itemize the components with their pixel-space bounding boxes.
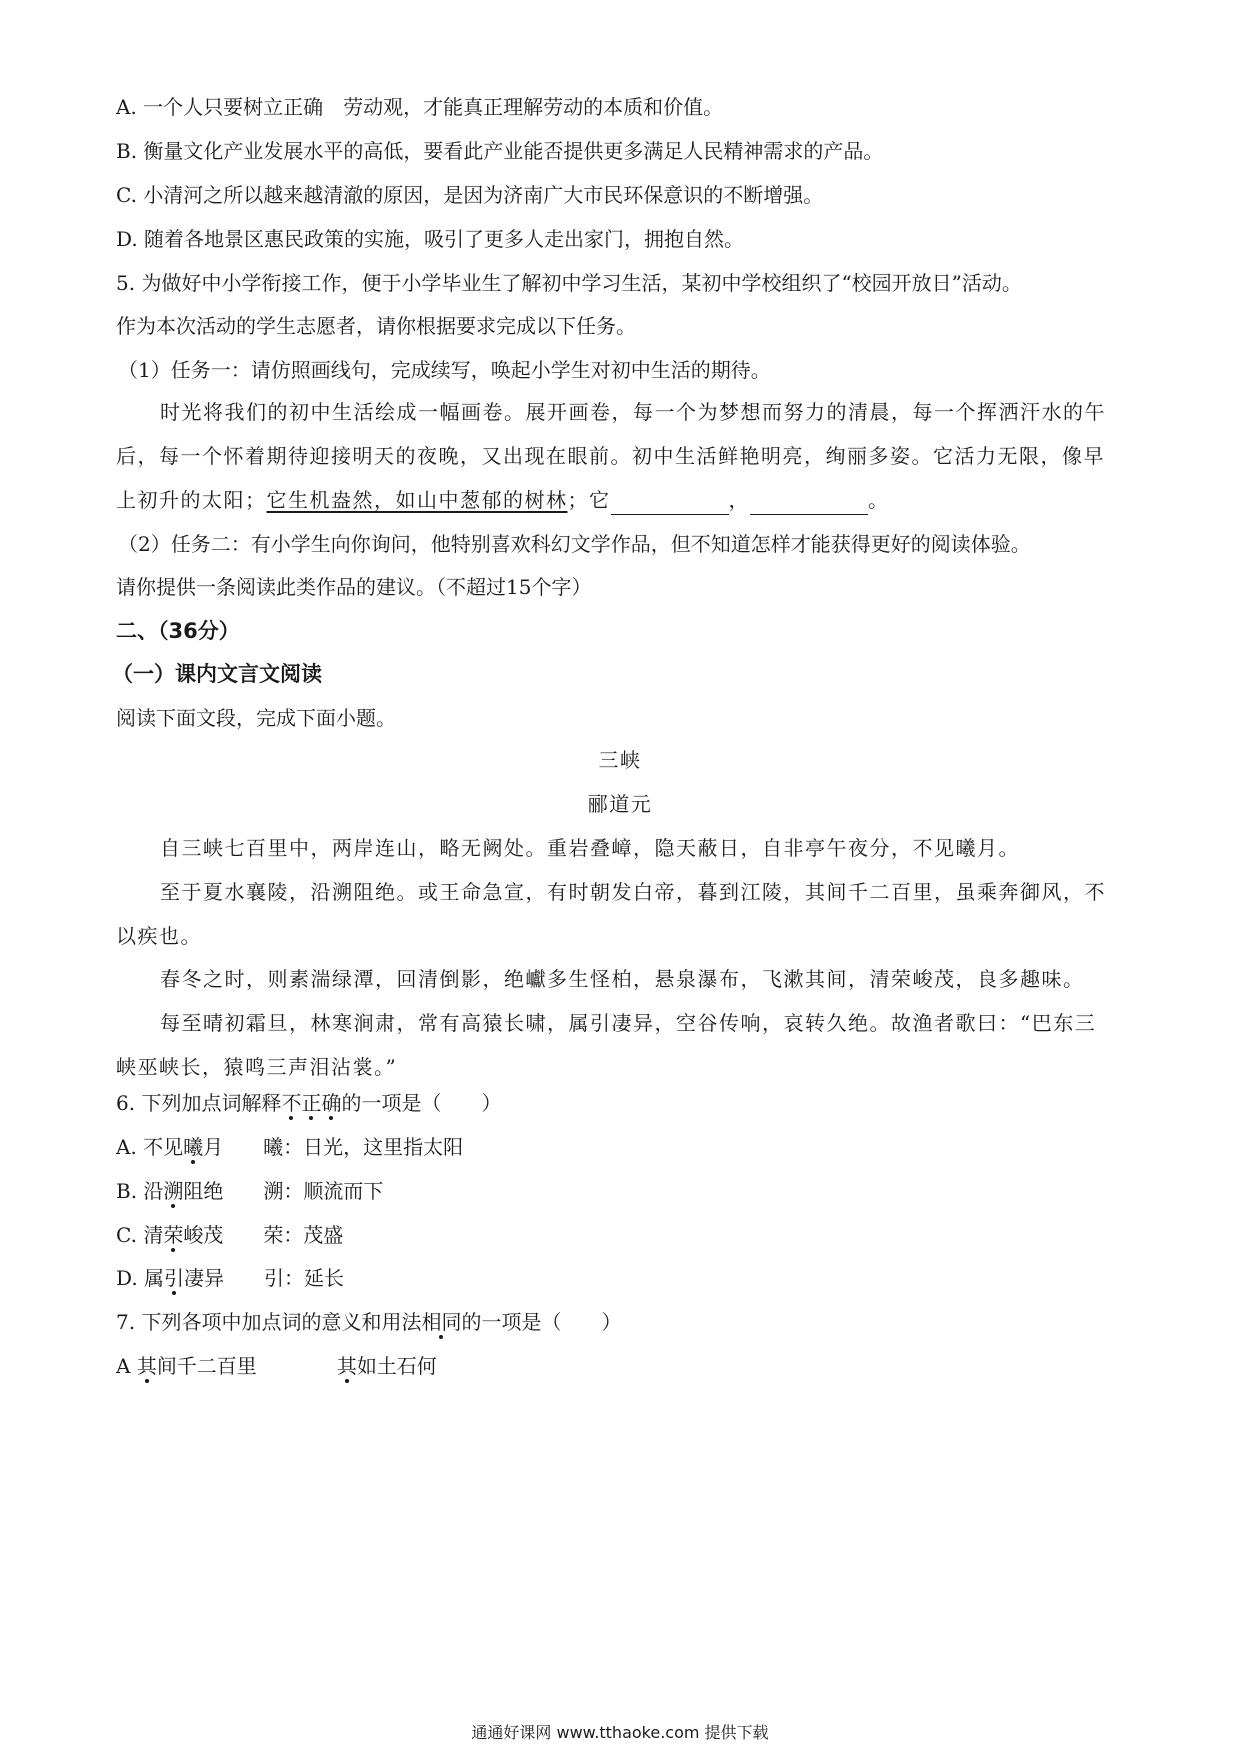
option-phrase: 沿	[143, 1179, 164, 1203]
option-phrase: 清	[143, 1223, 164, 1247]
q5-passage-line1: 时光将我们的初中生活绘成一幅画卷。展开画卷，每一个为梦想而努力的清晨，每一个挥洒汗水的午	[160, 400, 1106, 424]
dotted-text	[281, 1091, 341, 1115]
option-gloss: 溯：顺流而下	[263, 1179, 384, 1203]
option-gloss: 曦：日光，这里指太阳	[263, 1135, 464, 1159]
dotted-emphasis	[281, 1091, 341, 1115]
q6-option-c	[116, 1220, 1136, 1250]
q5-stem-line1: 5. 为做好中小学衔接工作，便于小学毕业生了解初中学习生活，某初中学校组织了“校园开放日”活动。	[116, 271, 1022, 295]
dotted-char: 曦	[183, 1135, 204, 1159]
option-phrase: 不见	[143, 1135, 184, 1159]
dotted-char: 其	[136, 1354, 157, 1378]
option-phrase: 间千二百里	[156, 1354, 257, 1378]
passage-paragraph: 至于夏水襄陵，沿溯阻绝。或王命急宣，有时朝发白帝，暮到江陵，其间千二百里，虽乘奔御风，不	[160, 880, 1106, 904]
passage-paragraph: 以疾也。	[116, 924, 202, 948]
passage-text: 上初升的太阳；	[116, 488, 267, 512]
section-subheading: （一）课内文言文阅读	[112, 662, 322, 686]
stem-text: 6. 下列加点词解释	[116, 1091, 282, 1115]
q6-option-d	[116, 1263, 1136, 1293]
q7-stem	[116, 1307, 1136, 1337]
footer-credit[interactable]: 通通好课网 www.tthaoke.com 提供下载	[471, 1723, 769, 1742]
option-letter: C.	[116, 1223, 137, 1247]
option-phrase: 属	[144, 1266, 165, 1290]
option-letter: A	[116, 1354, 131, 1378]
option-phrase: 凄异	[184, 1266, 225, 1290]
reading-instruction: 阅读下面文段，完成下面小题。	[116, 706, 396, 730]
dotted-char: 不	[281, 1091, 302, 1115]
option-phrase: 阻绝	[183, 1179, 224, 1203]
passage-paragraph: 峡巫峡长，猿鸣三声泪沾裳。”	[116, 1055, 398, 1079]
dotted-char: 荣	[163, 1223, 184, 1247]
dotted-char: 引	[164, 1266, 185, 1290]
q6-stem	[116, 1088, 1136, 1118]
q5-passage-line3	[116, 485, 1136, 515]
section-heading: 二、（36分）	[116, 619, 240, 643]
q5-stem-line2: 作为本次活动的学生志愿者，请你根据要求完成以下任务。	[116, 314, 636, 338]
answer-blank-1[interactable]	[611, 492, 729, 515]
option-letter: B.	[116, 1179, 138, 1203]
q4-option-c: C. 小清河之所以越来越清澈的原因，是因为济南广大市民环保意识的不断增强。	[116, 183, 824, 207]
stem-text: 的一项是（ ）	[461, 1310, 622, 1334]
q5-task1: （1）任务一：请仿照画线句，完成续写，唤起小学生对初中生活的期待。	[118, 358, 771, 382]
q4-option-d: D. 随着各地景区惠民政策的实施，吸引了更多人走出家门，拥抱自然。	[116, 227, 745, 251]
dotted-text: 相同	[421, 1310, 462, 1334]
q4-option-b: B. 衡量文化产业发展水平的高低，要看此产业能否提供更多满足人民精神需求的产品。	[116, 139, 884, 163]
q5-task2-line2: 请你提供一条阅读此类作品的建议。（不超过15个字）	[116, 575, 592, 599]
passage-paragraph: 自三峡七百里中，两岸连山，略无阙处。重岩叠嶂，隐天蔽日，自非亭午夜分，不见曦月。	[160, 836, 1020, 860]
q7-option-a	[116, 1351, 1136, 1381]
option-phrase: 峻茂	[183, 1223, 224, 1247]
option-phrase: 月	[203, 1135, 224, 1159]
period: 。	[868, 488, 890, 512]
dotted-char: 其	[336, 1354, 357, 1378]
q6-option-a	[116, 1132, 1136, 1162]
option-phrase: 如土石何	[356, 1354, 437, 1378]
answer-blank-2[interactable]	[750, 492, 868, 515]
option-letter: A.	[116, 1135, 137, 1159]
q4-option-a: A. 一个人只要树立正确 劳动观，才能真正理解劳动的本质和价值。	[116, 95, 724, 119]
passage-paragraph: 每至晴初霜旦，林寒涧肃，常有高猿长啸，属引凄异，空谷传响，哀转久绝。故渔者歌曰：“巴东三	[160, 1011, 1097, 1035]
q6-option-b	[116, 1176, 1136, 1206]
passage-paragraph: 春冬之时，则素湍绿潭，回清倒影，绝巘多生怪柏，悬泉瀑布，飞漱其间，清荣峻茂，良多趣味。	[160, 967, 1085, 991]
passage-text: ；它	[567, 488, 611, 512]
option-gloss: 荣：茂盛	[263, 1223, 344, 1247]
q5-passage-line2: 后，每一个怀着期待迎接明天的夜晚，又出现在眼前。初中生活鲜艳明亮，绚丽多姿。它活力无限，像早	[116, 444, 1105, 468]
stem-text: 的一项是（ ）	[341, 1091, 502, 1115]
q5-task2-line1: （2）任务二：有小学生向你询问，他特别喜欢科幻文学作品，但不知道怎样才能获得更好的阅读体验。	[118, 532, 1031, 556]
option-gloss: 引：延长	[264, 1266, 345, 1290]
comma: ，	[728, 488, 750, 512]
passage-author: 郦道元	[587, 792, 653, 816]
dotted-char: 溯	[163, 1179, 184, 1203]
underlined-sentence: 它生机盎然，如山中葱郁的树林	[266, 488, 568, 512]
dotted-char: 正	[301, 1091, 322, 1115]
dotted-char: 确	[321, 1091, 342, 1115]
passage-title: 三峡	[598, 748, 642, 772]
stem-text: 7. 下列各项中加点词的意义和用法	[116, 1310, 422, 1334]
option-letter: D.	[116, 1266, 138, 1290]
